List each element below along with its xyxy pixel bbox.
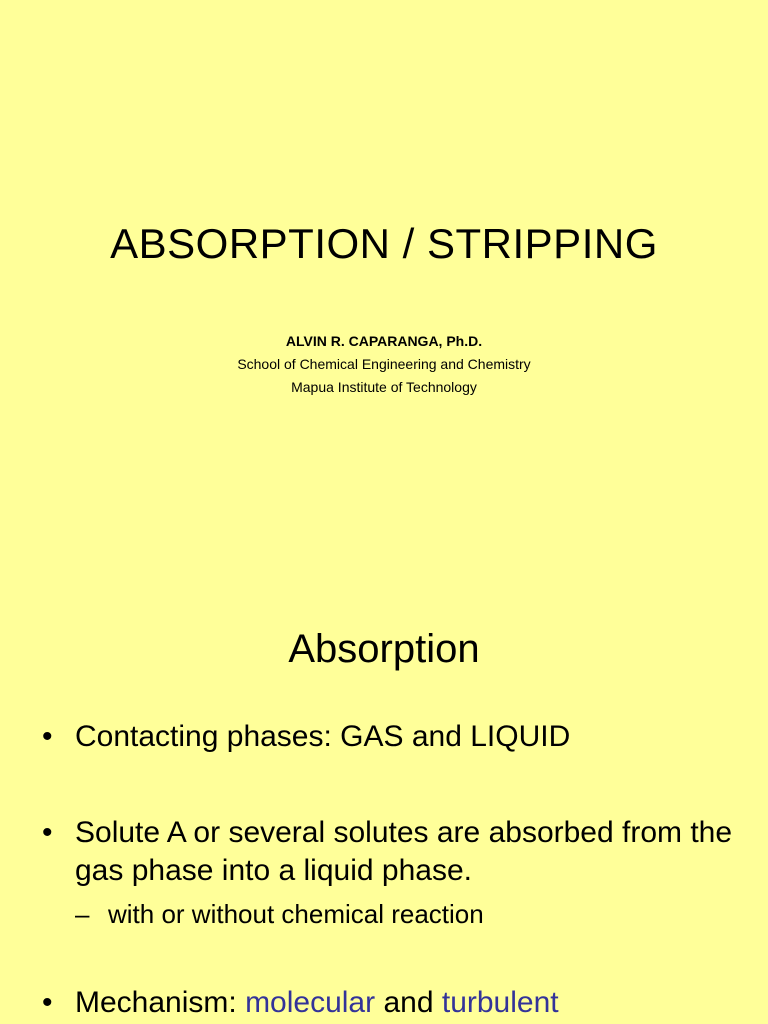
slide-title: ABSORPTION / STRIPPING xyxy=(110,220,658,267)
bullet-icon: • xyxy=(42,986,53,1019)
bullet-icon: • xyxy=(42,720,53,753)
author-name: ALVIN R. CAPARANGA, Ph.D. xyxy=(285,333,483,349)
accent-word-molecular: molecular xyxy=(245,986,376,1019)
bullet-text xyxy=(75,984,735,1022)
affiliation-school: School of Chemical Engineering and Chemistry xyxy=(237,356,531,372)
bullet-text: Contacting phases: GAS and LIQUID xyxy=(75,720,571,753)
absorption-slide xyxy=(0,576,768,1024)
bullet-text: Solute A or several solutes are absorbed from the gas phase into a liquid phase. xyxy=(75,816,733,887)
sub-bullet-text: with or without chemical reaction xyxy=(108,899,484,929)
affiliation-institute: Mapua Institute of Technology xyxy=(291,379,477,395)
slide-heading: Absorption xyxy=(288,627,480,671)
mechanism-label: Mechanism: xyxy=(75,986,246,1019)
accent-word-turbulent: turbulent xyxy=(441,986,559,1019)
conjunction: and xyxy=(375,986,442,1019)
dash-icon: – xyxy=(75,899,90,929)
bullet-icon: • xyxy=(42,816,53,849)
